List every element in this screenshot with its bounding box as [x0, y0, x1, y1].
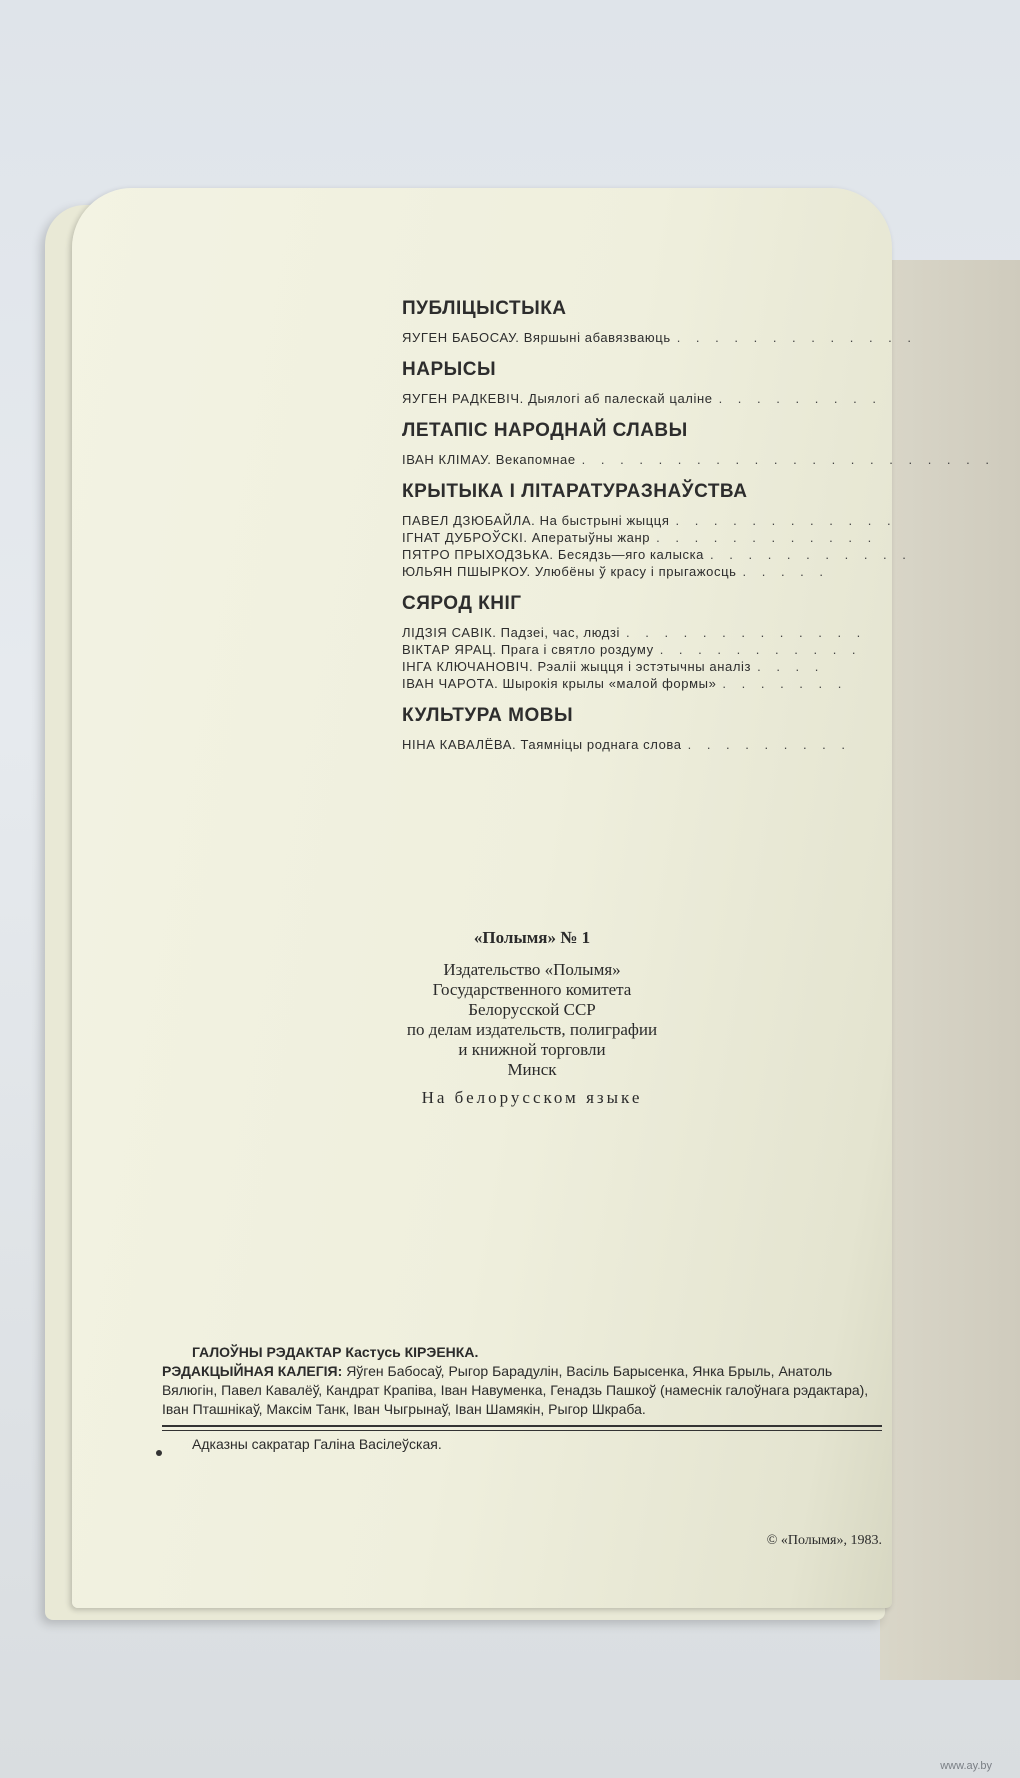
toc-entry: [402, 642, 892, 657]
dot-leader: . . . . . . . . . . . . . . . . . . . . . .: [581, 452, 995, 467]
toc-entry: [402, 676, 892, 691]
toc-entry: [402, 391, 892, 406]
entry-text: ІНГА КЛЮЧАНОВІЧ. Рэаліі жыцця і эстэтычны аналіз: [402, 659, 752, 674]
toc-section: [402, 359, 892, 406]
section-title: СЯРОД КНІГ: [402, 593, 522, 614]
toc-entry: [402, 625, 892, 640]
dot-leader: . . . . . . . . . . . . .: [626, 625, 867, 640]
site-watermark: www.ay.by: [940, 1760, 992, 1772]
section-title: НАРЫСЫ: [402, 359, 497, 380]
entry-text: ЯУГЕН РАДКЕВІЧ. Дыялогі аб палескай цаліне: [402, 391, 713, 406]
toc-entry: [402, 547, 912, 562]
imprint-line: Белорусской ССР: [468, 1000, 596, 1019]
imprint-block: [322, 928, 742, 1108]
executive-secretary: Адказны сакратар Галіна Васілеўская.: [192, 1436, 442, 1452]
language-note: На белорусском языке: [421, 1088, 643, 1107]
board-text: Яўген Бабосаў, Рыгор Барадулін, Васіль Барысенка, Янка Брыль, Анатоль Вялюгін, Павел Кавалёў, Кандрат Крапіва, Іван Навуменка, Генадзь Пашкоў (намеснік галоўнага рэдактара), Іван Пташнікаў, Максім Танк, Іван Чыгрынаў, Іван Шамякін, Рыгор Шкраба.: [162, 1363, 869, 1417]
journal-page: [72, 188, 995, 1608]
toc-entry: [402, 530, 892, 545]
divider-rule-thin: [162, 1430, 882, 1431]
toc-section: [402, 481, 912, 579]
editorial-board: [162, 1343, 882, 1454]
entry-text: ПАВЕЛ ДЗЮБАЙЛА. На быстрыні жыцця: [402, 513, 670, 528]
issue-title: «Полымя» № 1: [473, 928, 591, 947]
entry-text: ІВАН ЧАРОТА. Шырокія крылы «малой формы»: [402, 676, 717, 691]
dot-leader: . . . . . . . . . . . .: [675, 513, 897, 528]
entry-text: НІНА КАВАЛЁВА. Таямніцы роднага слова: [402, 737, 682, 752]
toc-entry: [402, 452, 995, 467]
entry-text: ІГНАТ ДУБРОЎСКІ. Аператыўны жанр: [402, 530, 651, 545]
section-title: КРЫТЫКА І ЛІТАРАТУРАЗНАЎСТВА: [402, 481, 748, 502]
dot-leader: . . . . . . . . . . .: [710, 547, 912, 562]
dot-leader: . . . . . . . . . . . .: [656, 530, 878, 545]
toc-section: [402, 593, 892, 691]
dot-leader: . . . . .: [742, 564, 830, 579]
divider-rule: [162, 1425, 882, 1427]
entry-text: ЛІДЗІЯ САВІК. Падзеі, час, людзі: [402, 625, 620, 640]
toc-section: [402, 298, 917, 345]
imprint-line: Государственного комитета: [432, 980, 632, 999]
toc-entry: [402, 330, 917, 345]
table-of-contents: [402, 298, 995, 766]
section-title: КУЛЬТУРА МОВЫ: [402, 705, 574, 726]
imprint-line: Издательство «Полымя»: [443, 960, 621, 979]
imprint-line: Минск: [507, 1060, 557, 1079]
entry-text: ЯУГЕН БАБОСАУ. Вяршыні абавязваюць: [402, 330, 671, 345]
copyright-notice: © «Полымя», 1983.: [766, 1533, 882, 1548]
toc-entry: [402, 659, 892, 674]
toc-section: [402, 420, 995, 467]
toc-entry: [402, 513, 897, 528]
dot-leader: . . . . . . . . .: [687, 737, 852, 752]
entry-text: ІВАН КЛІМАУ. Векапомнае: [402, 452, 576, 467]
book-background: [880, 260, 1020, 1680]
dot-leader: . . . . . . .: [722, 676, 848, 691]
dot-leader: . . . . . . . . . . . . .: [676, 330, 917, 345]
dot-leader: . . . . . . . . . . .: [659, 642, 862, 657]
toc-entry: [402, 737, 892, 752]
section-title: ЛЕТАПІС НАРОДНАЙ СЛАВЫ: [402, 420, 688, 441]
board-members: [162, 1362, 882, 1419]
imprint-line: и книжной торговли: [458, 1040, 606, 1059]
imprint-line: по делам издательств, полиграфии: [406, 1020, 658, 1039]
chief-editor: ГАЛОЎНЫ РЭДАКТАР Кастусь КІРЭЕНКА.: [192, 1344, 479, 1360]
board-label: РЭДАКЦЫЙНАЯ КАЛЕГІЯ:: [162, 1363, 343, 1379]
dot-leader: . . . .: [757, 659, 825, 674]
toc-section: [402, 705, 892, 752]
toc-entry: [402, 564, 892, 579]
entry-text: ЮЛЬЯН ПШЫРКОУ. Улюбёны ў красу і прыгажосць: [402, 564, 737, 579]
section-title: ПУБЛІЦЫСТЫКА: [402, 298, 567, 319]
entry-text: ПЯТРО ПРЫХОДЗЬКА. Бесядзь—яго калыска: [402, 547, 705, 562]
dot-leader: . . . . . . . . .: [718, 391, 882, 406]
entry-text: ВІКТАР ЯРАЦ. Прага і святло роздуму: [402, 642, 654, 657]
